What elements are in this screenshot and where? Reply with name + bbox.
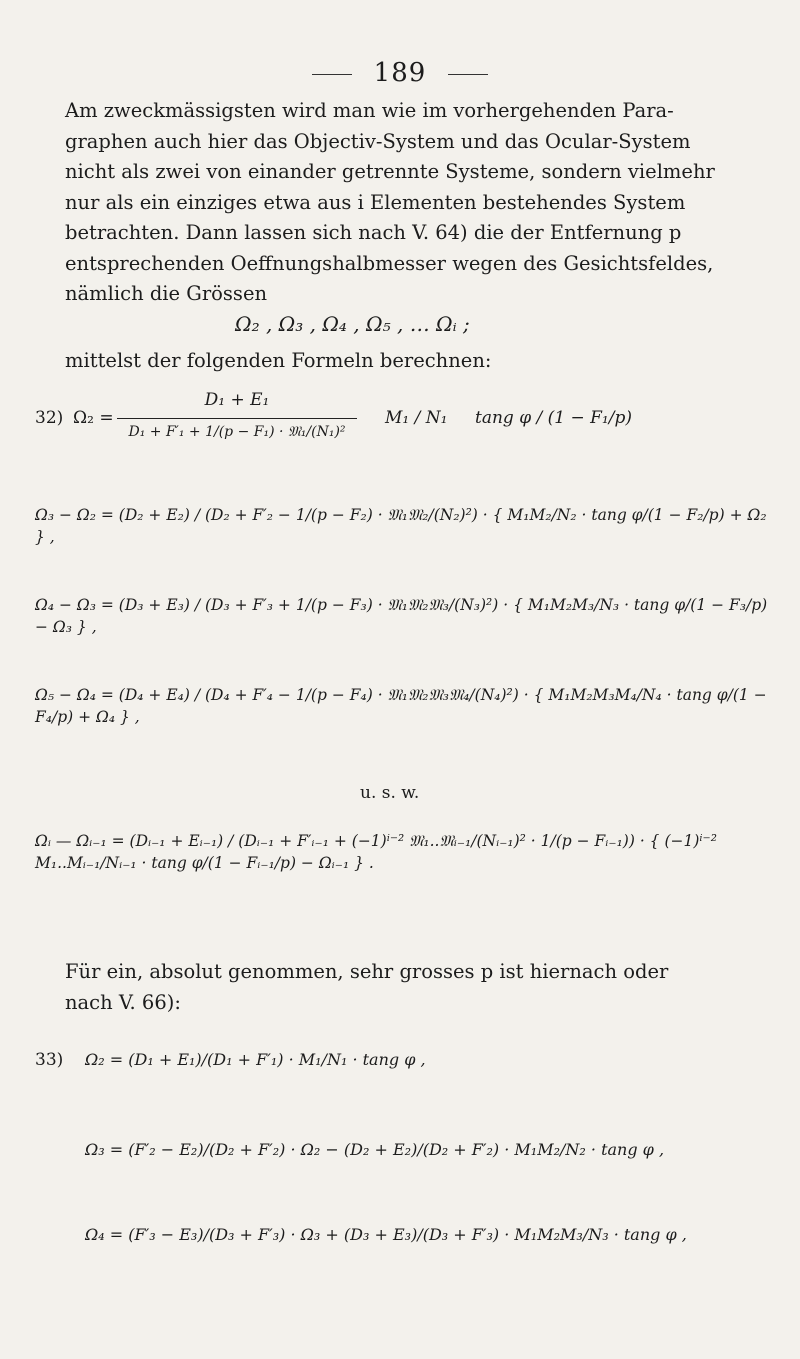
general-equation: Ωᵢ — Ωᵢ₋₁ = (Dᵢ₋₁ + Eᵢ₋₁) / (Dᵢ₋₁ + F′ᵢ₋₁ + (−1)ⁱ⁻² 𝔐₁..𝔐ᵢ₋₁/(Nᵢ₋₁)² · 1/(p − Fᵢ₋₁)) · { (−1)ⁱ⁻² M₁..Mᵢ₋₁/Nᵢ₋₁ · tang φ/(1 − Fᵢ₋₁/p) − Ωᵢ₋₁ } . (35, 832, 717, 872)
equation-row-omega3: Ω₃ − Ω₂ = (D₂ + E₂) / (D₂ + F′₂ − 1/(p − F₂) · 𝔐₁𝔐₂/(N₂)²) · { M₁M₂/N₂ · tang φ/(1 − F₂/p) + Ω₂ } , (35, 506, 767, 546)
fraction-numerator: D₁ + E₁ (204, 390, 270, 410)
text-line: betrachten. Dann lassen sich nach V. 64) die der Entfernung p (65, 221, 682, 244)
equation-label: 33) (35, 1050, 64, 1070)
text-line: nämlich die Grössen (65, 282, 268, 305)
equation-33-row-2: Ω₃ = (F′₂ − E₂)/(D₂ + F′₂) · Ω₂ − (D₂ + E₂)/(D₂ + F′₂) · M₁M₂/N₂ · tang φ , (85, 1140, 665, 1159)
equation-row-omega5: Ω₅ − Ω₄ = (D₄ + E₄) / (D₄ + F′₄ − 1/(p − F₄) · 𝔐₁𝔐₂𝔐₃𝔐₄/(N₄)²) · { M₁M₂M₃M₄/N₄ · tang φ/(1 − F₄/p) + Ω₄ } , (35, 686, 767, 726)
equation-row-omega4: Ω₄ − Ω₃ = (D₃ + E₃) / (D₃ + F′₃ + 1/(p − F₃) · 𝔐₁𝔐₂𝔐₃/(N₃)²) · { M₁M₂M₃/N₃ · tang φ/(1 − F₃/p) − Ω₃ } , (35, 596, 768, 636)
equation-tangent: tang φ / (1 − F₁/p) (475, 408, 632, 428)
header-rule-left (312, 74, 352, 75)
equation-33-row-1: Ω₂ = (D₁ + E₁)/(D₁ + F′₁) · M₁/N₁ · tang φ , (85, 1050, 426, 1069)
equation-32 (35, 390, 775, 480)
equation-33 (35, 1040, 775, 1300)
page-number: 189 (373, 58, 427, 88)
equation-ratio: M₁ / N₁ (385, 408, 448, 428)
equation-label: 32) (35, 408, 64, 428)
fraction-denominator: D₁ + F′₁ + 1/(p − F₁) · 𝔐₁/(N₁)² (128, 424, 346, 440)
text-line: graphen auch hier das Objectiv-System und das Ocular-System (65, 129, 691, 153)
equation-33-row-3: Ω₄ = (F′₃ − E₃)/(D₃ + F′₃) · Ω₃ + (D₃ + E₃)/(D₃ + F′₃) · M₁M₂M₃/N₃ · tang φ , (85, 1225, 687, 1244)
text-line: nur als ein einziges etwa aus i Elementen bestehendes System (65, 190, 686, 214)
paragraph-1 (65, 96, 755, 310)
text-line: Für ein, absolut genommen, sehr grosses p ist hiernach oder (65, 960, 669, 983)
header-rule-right (448, 74, 488, 75)
page-header (0, 58, 800, 88)
text-line: Am zweckmässigsten wird man wie im vorhergehenden Para- (65, 99, 674, 122)
intro-formulas: mittelst der folgenden Formeln berechnen: (65, 349, 492, 372)
quantities-list: Ω₂ , Ω₃ , Ω₄ , Ω₅ , … Ωᵢ ; (235, 312, 470, 336)
fraction-bar (117, 418, 357, 419)
text-line: nicht als zwei von einander getrennte Systeme, sondern vielmehr (65, 160, 715, 183)
und-so-weiter: u. s. w. (360, 783, 420, 803)
text-line: nach V. 66): (65, 990, 181, 1014)
text-line: entsprechenden Oeffnungshalbmesser wegen des Gesichtsfeldes, (65, 251, 714, 275)
paragraph-2 (65, 957, 755, 1018)
equation-lhs: Ω₂ = (73, 408, 114, 428)
